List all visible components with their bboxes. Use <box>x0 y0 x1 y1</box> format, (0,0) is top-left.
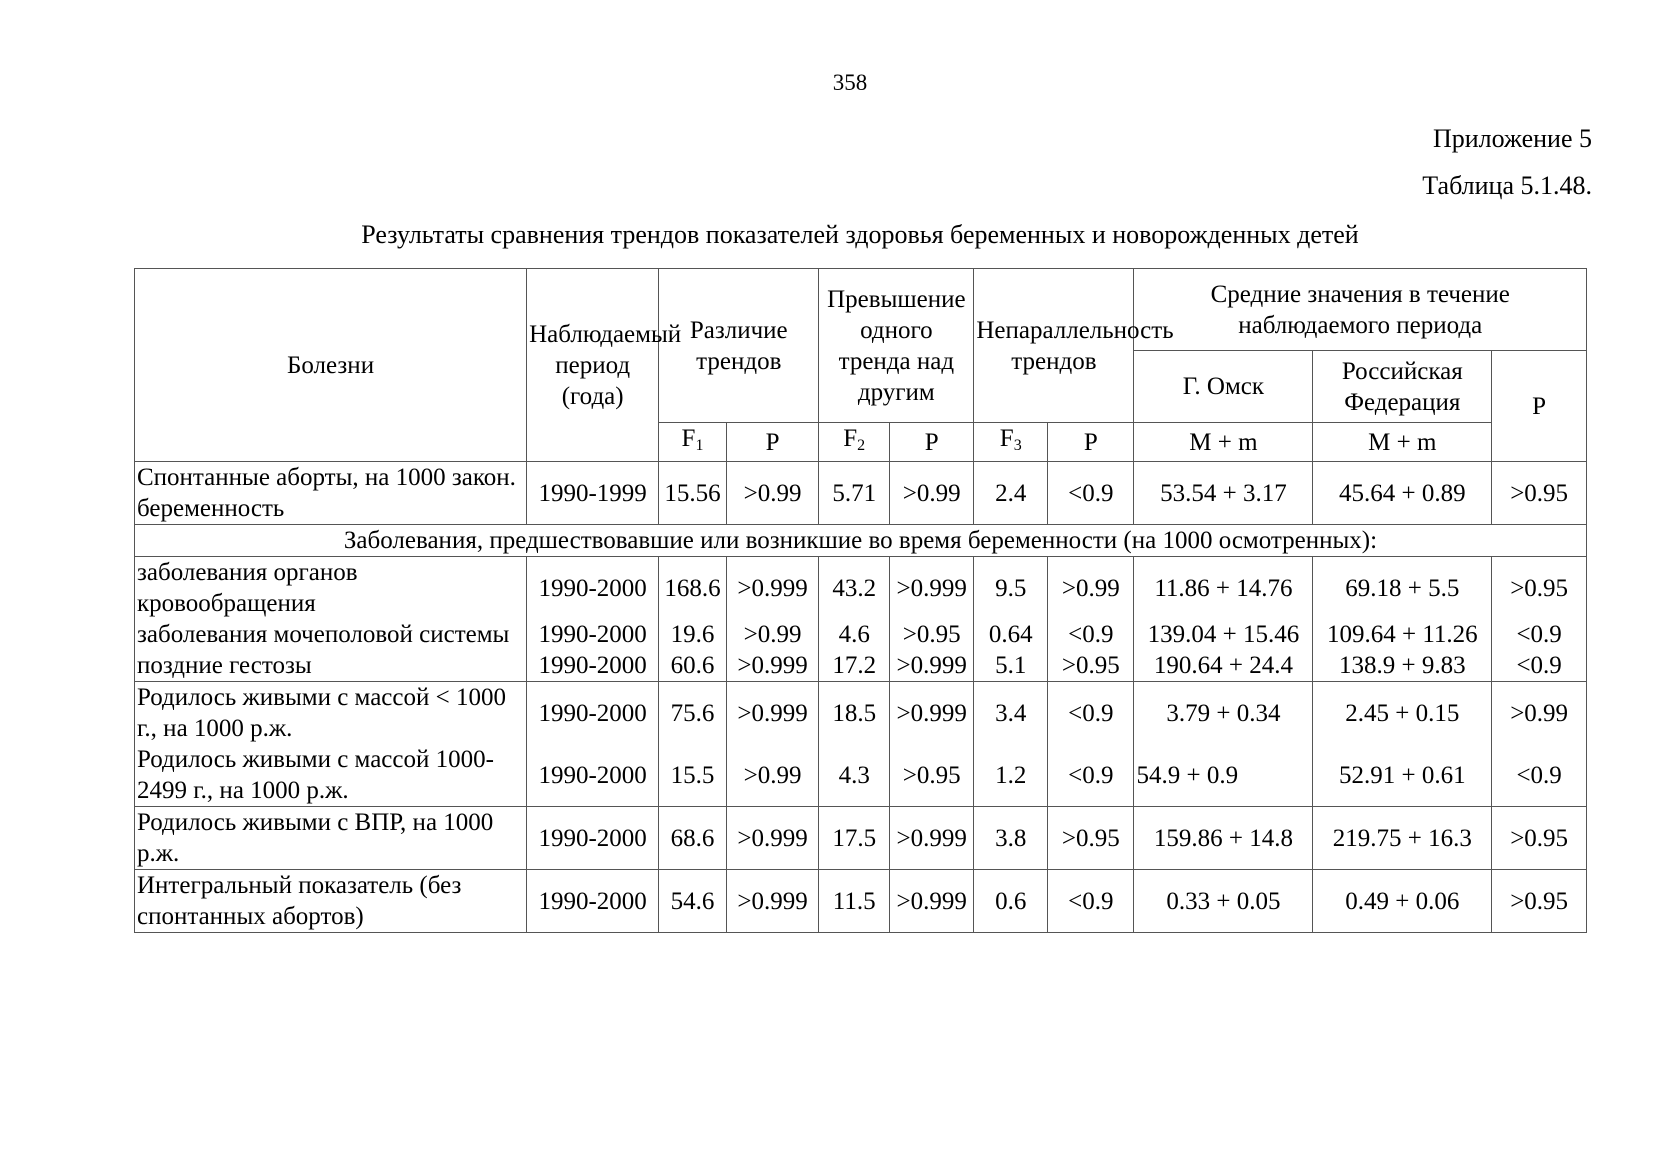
cell-p2: >0.999 <box>890 682 974 745</box>
section-header: Заболевания, предшествовавшие или возникшие во время беременности (на 1000 осмотренных): <box>135 525 1587 557</box>
header-f3: $F_3$ <box>974 423 1048 462</box>
cell-period: 1990-2000 <box>527 682 659 745</box>
cell-period: 1990-1999 <box>527 462 659 525</box>
cell-f3: 0.64 <box>974 619 1048 650</box>
row-name: Родилось живыми с массой < 1000 г., на 1000 р.ж. <box>135 682 527 745</box>
row-name: Спонтанные аборты, на 1000 закон. беременность <box>135 462 527 525</box>
cell-period: 1990-2000 <box>527 619 659 650</box>
header-mean-values: Средние значения в течение наблюдаемого периода <box>1134 269 1587 351</box>
cell-p1: >0.999 <box>726 650 819 682</box>
cell-f1: 19.6 <box>659 619 727 650</box>
table-row <box>135 619 1587 650</box>
cell-p1: >0.999 <box>726 870 819 933</box>
cell-p1: >0.99 <box>726 744 819 807</box>
cell-omsk: 54.9 + 0.9 <box>1134 744 1313 807</box>
cell-f3: 9.5 <box>974 557 1048 620</box>
cell-f2: 18.5 <box>819 682 890 745</box>
cell-f2: 4.6 <box>819 619 890 650</box>
cell-omsk: 159.86 + 14.8 <box>1134 807 1313 870</box>
table-row <box>135 807 1587 870</box>
cell-p: <0.9 <box>1492 650 1587 682</box>
header-trend-diff: Различие трендов <box>659 269 819 423</box>
cell-p: <0.9 <box>1492 619 1587 650</box>
header-nonparallel: Непараллельность трендов <box>974 269 1134 423</box>
cell-f3: 2.4 <box>974 462 1048 525</box>
header-p1: Р <box>726 423 819 462</box>
cell-f1: 60.6 <box>659 650 727 682</box>
cell-period: 1990-2000 <box>527 650 659 682</box>
cell-omsk: 139.04 + 15.46 <box>1134 619 1313 650</box>
cell-p2: >0.95 <box>890 744 974 807</box>
cell-rf: 0.49 + 0.06 <box>1313 870 1492 933</box>
cell-p2: >0.999 <box>890 650 974 682</box>
cell-p3: >0.95 <box>1048 650 1134 682</box>
cell-f1: 68.6 <box>659 807 727 870</box>
cell-p: >0.95 <box>1492 557 1587 620</box>
cell-omsk: 3.79 + 0.34 <box>1134 682 1313 745</box>
cell-p1: >0.999 <box>726 557 819 620</box>
cell-p2: >0.95 <box>890 619 974 650</box>
cell-p2: >0.99 <box>890 462 974 525</box>
cell-f1: 15.56 <box>659 462 727 525</box>
header-f2: $F_2$ <box>819 423 890 462</box>
header-p2: Р <box>890 423 974 462</box>
table-row <box>135 557 1587 620</box>
table-row <box>135 744 1587 807</box>
cell-p1: >0.99 <box>726 619 819 650</box>
row-name: Родилось живыми с ВПР, на 1000 р.ж. <box>135 807 527 870</box>
cell-p3: <0.9 <box>1048 870 1134 933</box>
cell-p2: >0.999 <box>890 807 974 870</box>
cell-rf: 138.9 + 9.83 <box>1313 650 1492 682</box>
cell-omsk: 190.64 + 24.4 <box>1134 650 1313 682</box>
header-mm-omsk: М + m <box>1134 423 1313 462</box>
row-name: Родилось живыми с массой 1000-2499 г., на 1000 р.ж. <box>135 744 527 807</box>
cell-f3: 1.2 <box>974 744 1048 807</box>
cell-period: 1990-2000 <box>527 744 659 807</box>
cell-rf: 219.75 + 16.3 <box>1313 807 1492 870</box>
appendix-label: Приложение 5 <box>1432 124 1592 153</box>
results-table <box>134 268 1587 933</box>
cell-f2: 17.5 <box>819 807 890 870</box>
page-number: 358 <box>832 70 868 95</box>
table-row <box>135 682 1587 745</box>
cell-omsk: 53.54 + 3.17 <box>1134 462 1313 525</box>
table-row <box>135 462 1587 525</box>
cell-p3: >0.99 <box>1048 557 1134 620</box>
cell-f3: 0.6 <box>974 870 1048 933</box>
cell-period: 1990-2000 <box>527 870 659 933</box>
cell-p: >0.95 <box>1492 462 1587 525</box>
header-rf: Российская Федерация <box>1313 351 1492 423</box>
cell-p1: >0.999 <box>726 807 819 870</box>
row-name: поздние гестозы <box>135 650 527 682</box>
table-row <box>135 650 1587 682</box>
cell-f2: 11.5 <box>819 870 890 933</box>
cell-f2: 17.2 <box>819 650 890 682</box>
header-f1: $F_1$ <box>659 423 727 462</box>
cell-p: >0.99 <box>1492 682 1587 745</box>
cell-omsk: 0.33 + 0.05 <box>1134 870 1313 933</box>
cell-p3: <0.9 <box>1048 619 1134 650</box>
row-name: Интегральный показатель (без спонтанных абортов) <box>135 870 527 933</box>
header-mm-rf: М + m <box>1313 423 1492 462</box>
cell-p: >0.95 <box>1492 807 1587 870</box>
cell-f3: 5.1 <box>974 650 1048 682</box>
cell-period: 1990-2000 <box>527 807 659 870</box>
cell-p1: >0.999 <box>726 682 819 745</box>
cell-p2: >0.999 <box>890 557 974 620</box>
cell-rf: 45.64 + 0.89 <box>1313 462 1492 525</box>
cell-f2: 43.2 <box>819 557 890 620</box>
header-p: Р <box>1492 351 1587 462</box>
cell-f2: 5.71 <box>819 462 890 525</box>
cell-f1: 75.6 <box>659 682 727 745</box>
cell-p: <0.9 <box>1492 744 1587 807</box>
header-p3: Р <box>1048 423 1134 462</box>
cell-rf: 109.64 + 11.26 <box>1313 619 1492 650</box>
cell-rf: 52.91 + 0.61 <box>1313 744 1492 807</box>
cell-p3: <0.9 <box>1048 462 1134 525</box>
cell-p3: <0.9 <box>1048 682 1134 745</box>
cell-period: 1990-2000 <box>527 557 659 620</box>
cell-p: >0.95 <box>1492 870 1587 933</box>
table-row <box>135 870 1587 933</box>
cell-omsk: 11.86 + 14.76 <box>1134 557 1313 620</box>
cell-p3: <0.9 <box>1048 744 1134 807</box>
table-title: Результаты сравнения трендов показателей здоровья беременных и новорожденных детей <box>361 220 1359 249</box>
header-period: Наблюдаемый период (года) <box>527 269 659 462</box>
cell-f1: 54.6 <box>659 870 727 933</box>
cell-f2: 4.3 <box>819 744 890 807</box>
header-omsk: Г. Омск <box>1134 351 1313 423</box>
cell-f1: 168.6 <box>659 557 727 620</box>
cell-rf: 69.18 + 5.5 <box>1313 557 1492 620</box>
cell-p3: >0.95 <box>1048 807 1134 870</box>
header-disease: Болезни <box>135 269 527 462</box>
header-trend-excess: Превышение одного тренда над другим <box>819 269 974 423</box>
cell-p2: >0.999 <box>890 870 974 933</box>
row-name: заболевания мочеполовой системы <box>135 619 527 650</box>
cell-f1: 15.5 <box>659 744 727 807</box>
cell-p1: >0.99 <box>726 462 819 525</box>
cell-rf: 2.45 + 0.15 <box>1313 682 1492 745</box>
cell-f3: 3.4 <box>974 682 1048 745</box>
cell-f3: 3.8 <box>974 807 1048 870</box>
row-name: заболевания органов кровообращения <box>135 557 527 620</box>
table-number: Таблица 5.1.48. <box>1422 171 1592 200</box>
